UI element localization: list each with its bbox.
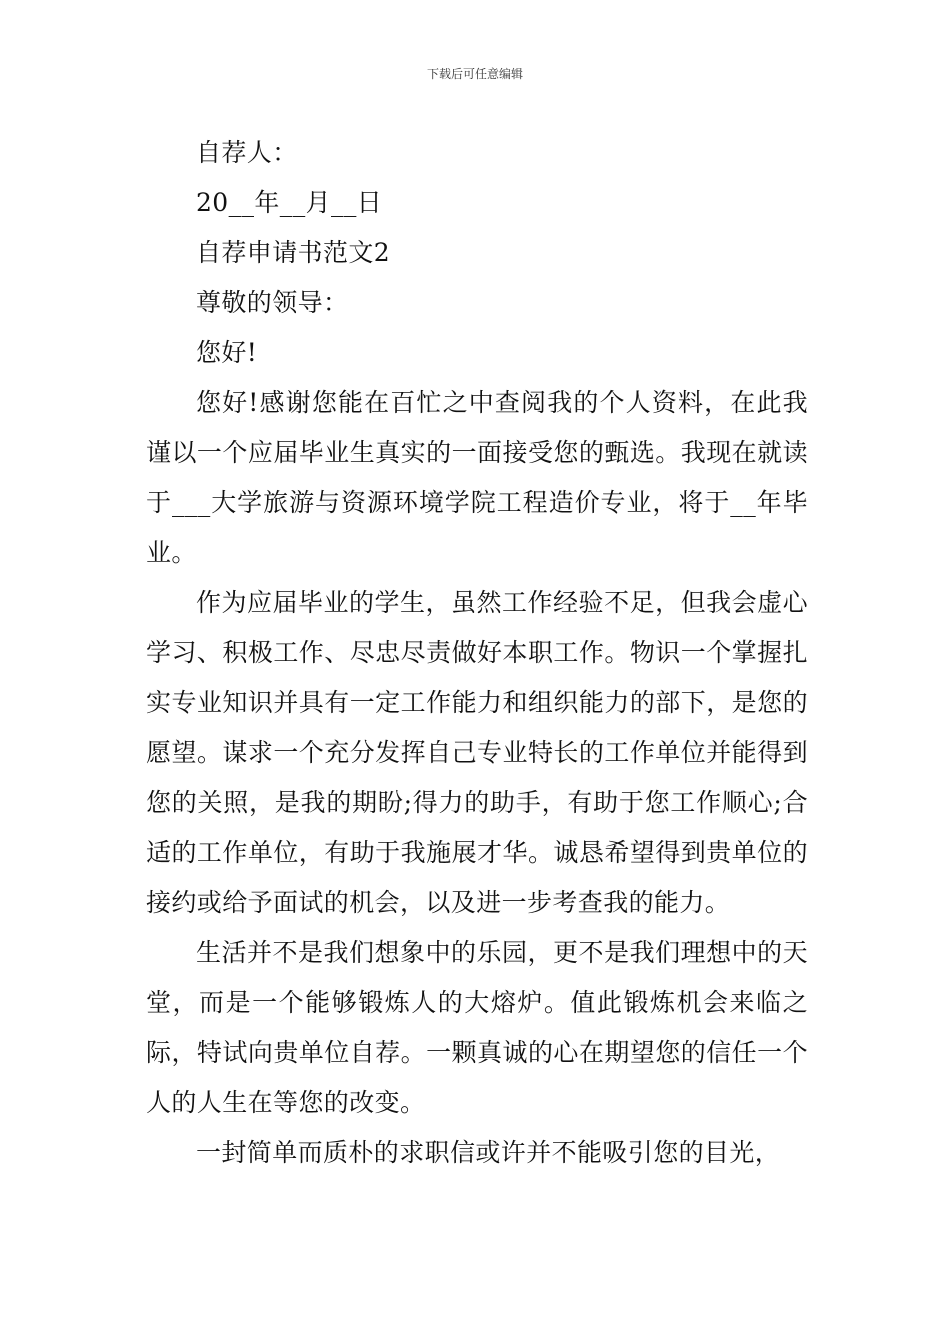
paragraph-life: 生活并不是我们想象中的乐园，更不是我们理想中的天堂，而是一个能够锻炼人的大熔炉。值此锻炼机会来临之际，特试向贵单位自荐。一颗真诚的心在期望您的信任一个人的人生在等您的改变。: [146, 938, 808, 1117]
document-body: [146, 128, 808, 1178]
paragraph-closing: 一封简单而质朴的求职信或许并不能吸引您的目光，: [196, 1138, 781, 1167]
page-header-note: 下载后可任意编辑: [426, 67, 523, 81]
section-title: 自荐申请书范文2: [196, 238, 391, 267]
paragraph-work-attitude: 作为应届毕业的学生，虽然工作经验不足，但我会虚心学习、积极工作、尽忠尽责做好本职工作。物识一个掌握扎实专业知识并具有一定工作能力和组织能力的部下，是您的愿望。谋求一个充分发挥自己专业特长的工作单位并能得到您的关照，是我的期盼;得力的助手，有助于您工作顺心;合适的工作单位，有助于我施展才华。诚恳希望得到贵单位的接约或给予面试的机会，以及进一步考查我的能力。: [146, 588, 808, 917]
salutation: 尊敬的领导：: [196, 288, 349, 317]
greeting: 您好!: [196, 338, 258, 367]
paragraph-intro: 您好!感谢您能在百忙之中查阅我的个人资料，在此我谨以一个应届毕业生真实的一面接受您的甄选。我现在就读于___大学旅游与资源环境学院工程造价专业，将于__年毕业。: [146, 388, 808, 567]
signature-label: 自荐人：: [196, 138, 298, 167]
date-line: 20__年__月__日: [196, 188, 383, 217]
